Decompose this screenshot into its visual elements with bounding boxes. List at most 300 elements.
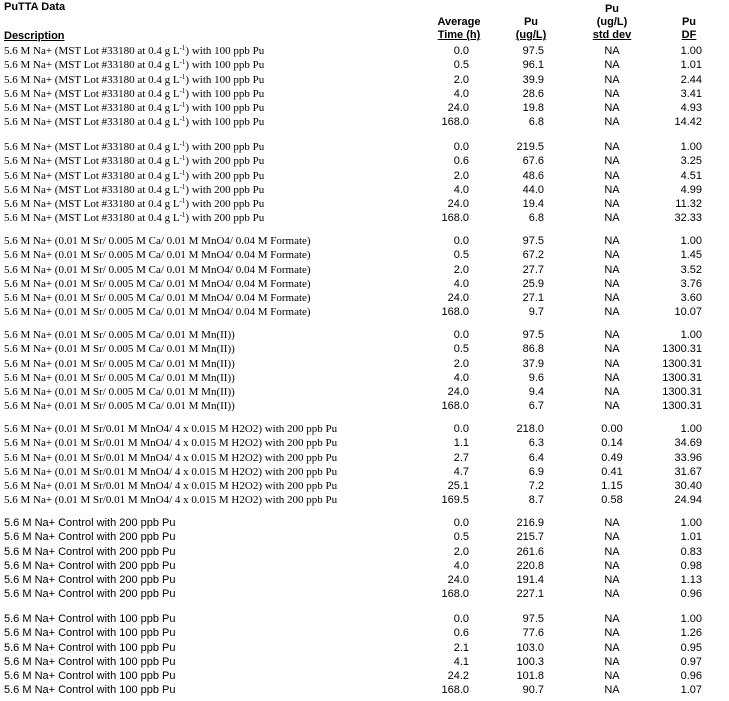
cell-average-time: 0.0 xyxy=(453,517,469,529)
cell-pu-std-dev: 1.15 xyxy=(601,480,623,493)
table-row xyxy=(0,87,729,101)
cell-pu-std-dev: NA xyxy=(604,263,620,276)
cell-pu-std-dev: NA xyxy=(604,169,620,182)
description-text: 5.6 M Na+ Control with 100 ppb Pu xyxy=(4,684,176,697)
description-text-suffix: ) with 200 ppb Pu xyxy=(185,183,265,196)
description-text: 5.6 M Na+ (MST Lot #33180 at 0.4 g L xyxy=(4,73,180,86)
table-row xyxy=(0,277,729,291)
cell-description xyxy=(4,101,264,115)
cell-pu-std-dev: NA xyxy=(604,277,620,290)
cell-pu-std-dev: NA xyxy=(604,73,620,86)
cell-pu: 7.2 xyxy=(528,480,544,493)
cell-pu: 6.8 xyxy=(528,212,544,225)
cell-pu: 67.6 xyxy=(522,155,544,168)
cell-description xyxy=(4,183,264,197)
cell-description xyxy=(4,669,176,683)
header-pu-df-line2: DF xyxy=(681,29,697,41)
cell-pu-std-dev: NA xyxy=(604,559,620,572)
cell-pu: 39.9 xyxy=(522,73,544,86)
cell-pu: 90.7 xyxy=(522,684,544,697)
cell-pu-std-dev: NA xyxy=(604,357,620,370)
table-row xyxy=(0,479,729,493)
description-text: 5.6 M Na+ (MST Lot #33180 at 0.4 g L xyxy=(4,87,180,100)
description-text: 5.6 M Na+ (0.01 M Sr/ 0.005 M Ca/ 0.01 M MnO4/ 0.04 M Formate) xyxy=(4,292,311,305)
description-text-suffix: ) with 200 ppb Pu xyxy=(185,212,265,225)
cell-description xyxy=(4,291,311,305)
cell-description xyxy=(4,559,176,573)
cell-pu-df: 1.00 xyxy=(680,235,702,247)
cell-pu-df: 1.00 xyxy=(680,517,702,529)
description-superscript: -1 xyxy=(179,182,186,191)
description-superscript: -1 xyxy=(179,115,186,124)
cell-pu-df: 10.07 xyxy=(674,306,702,319)
table-row xyxy=(0,357,729,371)
cell-average-time: 168.0 xyxy=(441,116,469,129)
description-text: 5.6 M Na+ (0.01 M Sr/ 0.005 M Ca/ 0.01 M MnO4/ 0.04 M Formate) xyxy=(4,235,311,247)
cell-description xyxy=(4,385,235,399)
table-row xyxy=(0,573,729,587)
cell-description xyxy=(4,655,176,669)
description-superscript: -1 xyxy=(179,140,186,148)
cell-pu-df: 24.94 xyxy=(674,494,702,507)
cell-pu-std-dev: NA xyxy=(604,235,620,247)
cell-description xyxy=(4,422,337,436)
cell-average-time: 168.0 xyxy=(441,684,469,697)
cell-pu: 44.0 xyxy=(522,183,544,196)
cell-pu-df: 0.96 xyxy=(680,588,702,601)
description-text-suffix: ) with 200 ppb Pu xyxy=(185,169,265,182)
data-group xyxy=(0,422,729,508)
cell-pu: 100.3 xyxy=(516,655,544,668)
cell-average-time: 2.0 xyxy=(453,357,469,370)
cell-average-time: 24.0 xyxy=(447,574,469,587)
header-pu-std-dev xyxy=(570,3,654,42)
cell-pu-df: 0.97 xyxy=(680,655,702,668)
cell-average-time: 4.0 xyxy=(453,559,469,572)
description-text: 5.6 M Na+ (0.01 M Sr/0.01 M MnO4/ 4 x 0.015 M H2O2) with 200 ppb Pu xyxy=(4,437,338,450)
cell-average-time: 4.0 xyxy=(453,277,469,290)
cell-average-time: 0.5 xyxy=(453,343,469,356)
cell-pu: 6.4 xyxy=(528,451,544,464)
description-text: 5.6 M Na+ (0.01 M Sr/0.01 M MnO4/ 4 x 0.015 M H2O2) with 200 ppb Pu xyxy=(4,465,338,478)
cell-average-time: 2.0 xyxy=(453,73,469,86)
cell-pu-df: 1.45 xyxy=(680,249,702,262)
header-pu-df-line1: Pu xyxy=(681,16,697,28)
table-row xyxy=(0,385,729,399)
cell-pu-std-dev: NA xyxy=(604,306,620,319)
data-group xyxy=(0,328,729,414)
cell-description xyxy=(4,371,235,385)
cell-pu-std-dev: 0.00 xyxy=(601,423,623,435)
cell-description xyxy=(4,451,337,465)
cell-pu-std-dev: 0.49 xyxy=(601,451,623,464)
table-row xyxy=(0,154,729,168)
cell-average-time: 0.5 xyxy=(453,531,469,544)
description-text: 5.6 M Na+ (MST Lot #33180 at 0.4 g L xyxy=(4,59,180,72)
cell-average-time: 0.0 xyxy=(453,45,469,57)
cell-pu: 37.9 xyxy=(522,357,544,370)
table-row xyxy=(0,587,729,601)
cell-pu-std-dev: NA xyxy=(604,249,620,262)
cell-average-time: 4.1 xyxy=(453,655,469,668)
cell-pu-df: 1.01 xyxy=(680,531,702,544)
table-row xyxy=(0,73,729,87)
description-text: 5.6 M Na+ (0.01 M Sr/ 0.005 M Ca/ 0.01 M Mn(II)) xyxy=(4,329,235,341)
cell-pu-df: 1.00 xyxy=(680,45,702,57)
description-superscript: -1 xyxy=(179,86,186,95)
cell-average-time: 0.6 xyxy=(453,627,469,640)
description-text: 5.6 M Na+ (0.01 M Sr/ 0.005 M Ca/ 0.01 M MnO4/ 0.04 M Formate) xyxy=(4,306,311,319)
table-row xyxy=(0,58,729,72)
description-text: 5.6 M Na+ (0.01 M Sr/ 0.005 M Ca/ 0.01 M MnO4/ 0.04 M Formate) xyxy=(4,277,311,290)
header-pu-line1: Pu xyxy=(523,16,539,28)
cell-average-time: 0.0 xyxy=(453,141,469,153)
cell-pu-df: 4.99 xyxy=(680,183,702,196)
description-text-suffix: ) with 100 ppb Pu xyxy=(185,59,265,72)
table-row xyxy=(0,197,729,211)
description-text: 5.6 M Na+ (MST Lot #33180 at 0.4 g L xyxy=(4,102,180,115)
table-row xyxy=(0,641,729,655)
cell-average-time: 0.0 xyxy=(453,613,469,625)
cell-pu: 227.1 xyxy=(516,588,544,601)
description-text: 5.6 M Na+ (MST Lot #33180 at 0.4 g L xyxy=(4,45,180,57)
description-text: 5.6 M Na+ Control with 100 ppb Pu xyxy=(4,613,176,625)
header-pu-line2: (ug/L) xyxy=(515,29,547,41)
cell-description xyxy=(4,73,264,87)
cell-description xyxy=(4,626,176,640)
cell-description xyxy=(4,573,176,587)
description-superscript: -1 xyxy=(179,211,186,220)
description-text: 5.6 M Na+ (0.01 M Sr/ 0.005 M Ca/ 0.01 M MnO4/ 0.04 M Formate) xyxy=(4,249,311,262)
table-row xyxy=(0,516,729,530)
table-row xyxy=(0,115,729,129)
table-row xyxy=(0,493,729,507)
description-text: 5.6 M Na+ Control with 200 ppb Pu xyxy=(4,517,176,529)
cell-pu-std-dev: 0.41 xyxy=(601,465,623,478)
description-superscript: -1 xyxy=(179,72,186,81)
description-text: 5.6 M Na+ (0.01 M Sr/ 0.005 M Ca/ 0.01 M MnO4/ 0.04 M Formate) xyxy=(4,263,311,276)
cell-average-time: 2.1 xyxy=(453,641,469,654)
cell-pu: 103.0 xyxy=(516,641,544,654)
cell-pu: 96.1 xyxy=(522,59,544,72)
cell-pu-std-dev: NA xyxy=(604,116,620,129)
cell-pu-df: 1300.31 xyxy=(662,343,702,356)
cell-description xyxy=(4,612,176,626)
cell-pu-std-dev: NA xyxy=(604,670,620,683)
cell-pu: 9.4 xyxy=(528,386,544,399)
cell-description xyxy=(4,87,264,101)
cell-pu-df: 14.42 xyxy=(674,116,702,129)
table-row xyxy=(0,436,729,450)
cell-pu-df: 3.52 xyxy=(680,263,702,276)
cell-pu: 9.6 xyxy=(528,371,544,384)
description-text: 5.6 M Na+ (0.01 M Sr/0.01 M MnO4/ 4 x 0.015 M H2O2) with 200 ppb Pu xyxy=(4,451,338,464)
cell-pu-df: 4.51 xyxy=(680,169,702,182)
cell-average-time: 4.7 xyxy=(453,465,469,478)
cell-pu-df: 0.98 xyxy=(680,559,702,572)
description-text-suffix: ) with 100 ppb Pu xyxy=(185,87,265,100)
cell-description xyxy=(4,263,311,277)
cell-pu-df: 1.07 xyxy=(680,684,702,697)
cell-pu-df: 1.00 xyxy=(680,141,702,153)
cell-pu-std-dev: 0.58 xyxy=(601,494,623,507)
cell-average-time: 169.5 xyxy=(441,494,469,507)
cell-average-time: 168.0 xyxy=(441,588,469,601)
cell-pu-df: 1.01 xyxy=(680,59,702,72)
cell-average-time: 4.0 xyxy=(453,87,469,100)
cell-description xyxy=(4,342,235,356)
cell-pu-std-dev: NA xyxy=(604,155,620,168)
description-superscript: -1 xyxy=(179,197,186,206)
description-text-suffix: ) with 100 ppb Pu xyxy=(185,73,265,86)
cell-pu-df: 0.83 xyxy=(680,545,702,558)
description-text: 5.6 M Na+ (0.01 M Sr/0.01 M MnO4/ 4 x 0.015 M H2O2) with 200 ppb Pu xyxy=(4,494,338,507)
cell-average-time: 0.6 xyxy=(453,155,469,168)
cell-pu-std-dev: NA xyxy=(604,371,620,384)
cell-pu: 216.9 xyxy=(516,517,544,529)
cell-pu-df: 4.93 xyxy=(680,102,702,115)
cell-pu: 101.8 xyxy=(516,670,544,683)
cell-description xyxy=(4,328,235,342)
table-row xyxy=(0,451,729,465)
table-row xyxy=(0,669,729,683)
cell-pu-std-dev: NA xyxy=(604,183,620,196)
cell-pu-std-dev: NA xyxy=(604,588,620,601)
description-text-suffix: ) with 100 ppb Pu xyxy=(185,116,265,129)
cell-description xyxy=(4,587,176,601)
cell-pu-df: 33.96 xyxy=(674,451,702,464)
cell-description xyxy=(4,465,337,479)
cell-average-time: 4.0 xyxy=(453,371,469,384)
description-text: 5.6 M Na+ (MST Lot #33180 at 0.4 g L xyxy=(4,198,180,211)
cell-description xyxy=(4,211,264,225)
header-average-time-line1: Average xyxy=(437,16,481,28)
cell-pu: 25.9 xyxy=(522,277,544,290)
cell-average-time: 0.0 xyxy=(453,235,469,247)
cell-description xyxy=(4,44,264,58)
cell-pu-df: 1.00 xyxy=(680,613,702,625)
description-superscript: -1 xyxy=(179,58,186,67)
description-text: 5.6 M Na+ Control with 100 ppb Pu xyxy=(4,641,176,654)
table-row xyxy=(0,183,729,197)
cell-pu-df: 0.96 xyxy=(680,670,702,683)
description-text-suffix: ) with 200 ppb Pu xyxy=(185,141,265,153)
description-text-suffix: ) with 100 ppb Pu xyxy=(185,45,265,57)
header-pu-std-dev-line2: (ug/L) xyxy=(596,16,628,28)
cell-pu-df: 1300.31 xyxy=(662,400,702,413)
cell-description xyxy=(4,248,311,262)
cell-description xyxy=(4,169,264,183)
table-row xyxy=(0,545,729,559)
cell-pu: 219.5 xyxy=(516,141,544,153)
cell-average-time: 24.2 xyxy=(447,670,469,683)
data-group xyxy=(0,612,729,698)
cell-pu: 9.7 xyxy=(528,306,544,319)
cell-average-time: 24.0 xyxy=(447,292,469,305)
cell-pu-std-dev: NA xyxy=(604,329,620,341)
cell-pu-std-dev: NA xyxy=(604,545,620,558)
cell-pu-std-dev: NA xyxy=(604,198,620,211)
header-pu-df xyxy=(650,16,728,42)
cell-pu: 220.8 xyxy=(516,559,544,572)
cell-pu-df: 3.41 xyxy=(680,87,702,100)
description-text: 5.6 M Na+ (0.01 M Sr/ 0.005 M Ca/ 0.01 M Mn(II)) xyxy=(4,386,235,399)
cell-average-time: 24.0 xyxy=(447,102,469,115)
cell-pu: 27.7 xyxy=(522,263,544,276)
cell-pu: 97.5 xyxy=(522,235,544,247)
cell-pu: 8.7 xyxy=(528,494,544,507)
table-row xyxy=(0,169,729,183)
description-superscript: -1 xyxy=(179,44,186,52)
cell-pu-std-dev: NA xyxy=(604,641,620,654)
cell-pu-std-dev: NA xyxy=(604,343,620,356)
cell-pu-df: 2.44 xyxy=(680,73,702,86)
description-text: 5.6 M Na+ Control with 200 ppb Pu xyxy=(4,531,176,544)
table-row xyxy=(0,655,729,669)
cell-pu-df: 11.32 xyxy=(675,198,702,211)
cell-description xyxy=(4,399,235,413)
table-row xyxy=(0,305,729,319)
table-row xyxy=(0,211,729,225)
description-text: 5.6 M Na+ (MST Lot #33180 at 0.4 g L xyxy=(4,116,180,129)
cell-pu-df: 1300.31 xyxy=(662,386,702,399)
cell-pu: 27.1 xyxy=(522,292,544,305)
cell-description xyxy=(4,357,235,371)
table-row xyxy=(0,465,729,479)
cell-average-time: 1.1 xyxy=(453,437,469,450)
data-group xyxy=(0,516,729,602)
cell-pu: 77.6 xyxy=(522,627,544,640)
table-row xyxy=(0,101,729,115)
sheet-title: PuTTA Data xyxy=(4,1,66,13)
cell-pu-std-dev: 0.14 xyxy=(601,437,623,450)
cell-average-time: 0.0 xyxy=(453,423,469,435)
cell-pu: 19.8 xyxy=(522,102,544,115)
cell-pu-df: 34.69 xyxy=(674,437,702,450)
description-superscript: -1 xyxy=(179,101,186,110)
cell-average-time: 168.0 xyxy=(441,212,469,225)
cell-pu-std-dev: NA xyxy=(604,87,620,100)
cell-pu-df: 1.00 xyxy=(680,423,702,435)
cell-pu-std-dev: NA xyxy=(604,613,620,625)
cell-description xyxy=(4,516,176,530)
description-text: 5.6 M Na+ (MST Lot #33180 at 0.4 g L xyxy=(4,155,180,168)
table-row xyxy=(0,44,729,58)
cell-pu-std-dev: NA xyxy=(604,141,620,153)
description-text: 5.6 M Na+ (0.01 M Sr/ 0.005 M Ca/ 0.01 M Mn(II)) xyxy=(4,357,235,370)
cell-average-time: 168.0 xyxy=(441,400,469,413)
cell-description xyxy=(4,58,264,72)
header-average-time-line2: Time (h) xyxy=(437,29,481,41)
data-group xyxy=(0,234,729,320)
cell-pu: 48.6 xyxy=(522,169,544,182)
table-row xyxy=(0,342,729,356)
cell-description xyxy=(4,641,176,655)
description-text: 5.6 M Na+ Control with 100 ppb Pu xyxy=(4,670,176,683)
description-text: 5.6 M Na+ (0.01 M Sr/ 0.005 M Ca/ 0.01 M Mn(II)) xyxy=(4,400,235,413)
description-text: 5.6 M Na+ (0.01 M Sr/ 0.005 M Ca/ 0.01 M Mn(II)) xyxy=(4,343,235,356)
cell-description xyxy=(4,234,311,248)
cell-pu-std-dev: NA xyxy=(604,531,620,544)
description-text: 5.6 M Na+ Control with 200 ppb Pu xyxy=(4,574,176,587)
cell-pu: 6.9 xyxy=(528,465,544,478)
data-group xyxy=(0,140,729,226)
cell-description xyxy=(4,479,337,493)
cell-average-time: 4.0 xyxy=(453,183,469,196)
cell-average-time: 2.0 xyxy=(453,169,469,182)
cell-description xyxy=(4,154,264,168)
cell-description xyxy=(4,140,264,154)
header-average-time xyxy=(418,16,500,42)
table-row xyxy=(0,683,729,697)
cell-description xyxy=(4,197,264,211)
table-row xyxy=(0,140,729,154)
cell-pu-std-dev: NA xyxy=(604,45,620,57)
cell-pu-std-dev: NA xyxy=(604,59,620,72)
cell-average-time: 168.0 xyxy=(441,306,469,319)
cell-pu-df: 1300.31 xyxy=(662,357,702,370)
cell-pu-df: 31.67 xyxy=(674,465,702,478)
cell-pu-df: 3.60 xyxy=(680,292,702,305)
cell-description xyxy=(4,530,176,544)
cell-average-time: 2.0 xyxy=(453,263,469,276)
table-row xyxy=(0,248,729,262)
description-superscript: -1 xyxy=(179,168,186,177)
cell-pu: 215.7 xyxy=(516,531,544,544)
cell-pu-std-dev: NA xyxy=(604,386,620,399)
cell-average-time: 0.5 xyxy=(453,59,469,72)
header-pu-std-dev-line3: std dev xyxy=(592,29,632,41)
table-row xyxy=(0,328,729,342)
cell-pu-df: 1.13 xyxy=(680,574,702,587)
table-row xyxy=(0,612,729,626)
table-row xyxy=(0,234,729,248)
description-text-suffix: ) with 200 ppb Pu xyxy=(185,198,265,211)
description-text: 5.6 M Na+ (0.01 M Sr/ 0.005 M Ca/ 0.01 M Mn(II)) xyxy=(4,371,235,384)
data-group xyxy=(0,44,729,130)
cell-description xyxy=(4,493,337,507)
description-text: 5.6 M Na+ (MST Lot #33180 at 0.4 g L xyxy=(4,169,180,182)
table-row xyxy=(0,626,729,640)
description-text-suffix: ) with 200 ppb Pu xyxy=(185,155,265,168)
table-row xyxy=(0,371,729,385)
cell-average-time: 24.0 xyxy=(447,386,469,399)
cell-pu: 19.4 xyxy=(522,198,544,211)
cell-pu: 6.3 xyxy=(528,437,544,450)
cell-pu: 6.7 xyxy=(528,400,544,413)
cell-pu-std-dev: NA xyxy=(604,517,620,529)
cell-description xyxy=(4,545,176,559)
cell-average-time: 2.7 xyxy=(453,451,469,464)
cell-average-time: 0.5 xyxy=(453,249,469,262)
description-text: 5.6 M Na+ (MST Lot #33180 at 0.4 g L xyxy=(4,183,180,196)
cell-pu-std-dev: NA xyxy=(604,292,620,305)
cell-pu: 67.2 xyxy=(522,249,544,262)
description-text: 5.6 M Na+ (MST Lot #33180 at 0.4 g L xyxy=(4,141,180,153)
description-text-suffix: ) with 100 ppb Pu xyxy=(185,102,265,115)
cell-pu-df: 30.40 xyxy=(674,480,702,493)
description-text: 5.6 M Na+ Control with 100 ppb Pu xyxy=(4,627,176,640)
cell-pu-std-dev: NA xyxy=(604,684,620,697)
cell-pu-df: 1300.31 xyxy=(662,371,702,384)
cell-description xyxy=(4,277,311,291)
description-text: 5.6 M Na+ Control with 200 ppb Pu xyxy=(4,588,176,601)
cell-average-time: 0.0 xyxy=(453,329,469,341)
cell-pu-std-dev: NA xyxy=(604,102,620,115)
cell-description xyxy=(4,436,337,450)
description-text: 5.6 M Na+ (0.01 M Sr/0.01 M MnO4/ 4 x 0.015 M H2O2) with 200 ppb Pu xyxy=(4,423,338,435)
cell-pu-std-dev: NA xyxy=(604,655,620,668)
